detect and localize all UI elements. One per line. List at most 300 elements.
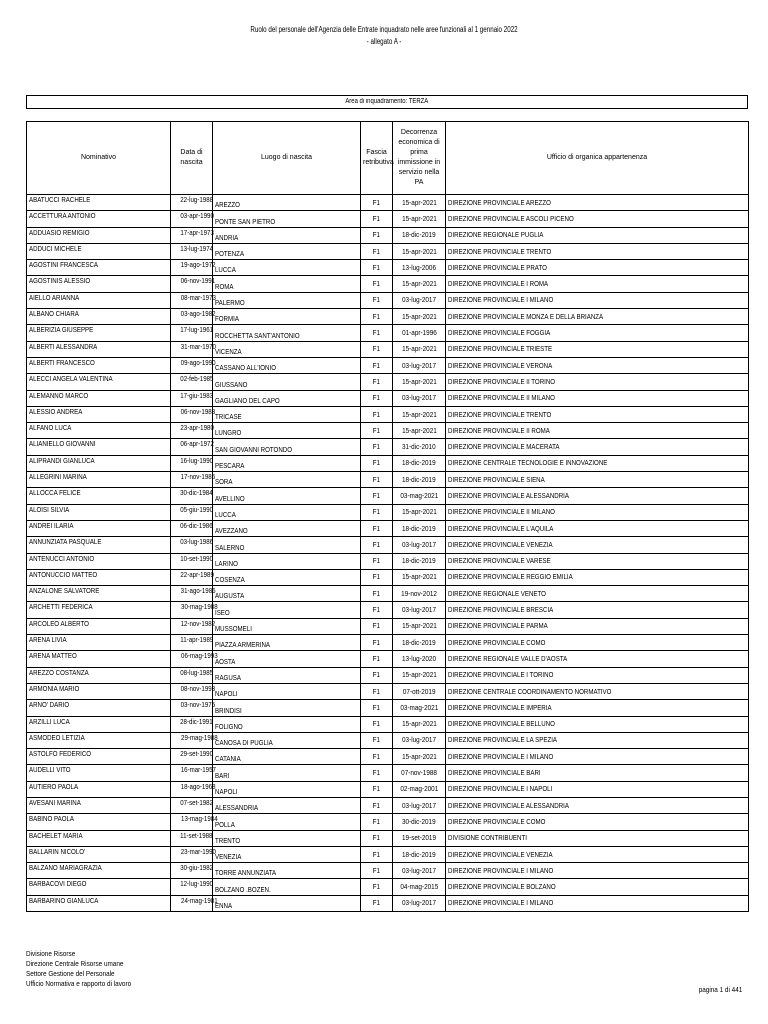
cell-band [361,227,393,243]
cell-start-date [393,406,446,422]
cell-name-text: ASMODEO LETIZIA [29,732,85,742]
cell-birth-place-text: RAGUSA [215,672,241,682]
cell-start-date [393,586,446,602]
cell-band [361,325,393,341]
cell-start-date [393,390,446,406]
cell-band-text: F1 [372,230,381,240]
cell-birth-date-text: 08-mar-1973 [180,292,216,302]
cell-office [446,537,749,553]
table-row [27,292,749,308]
cell-birth-place-text: ENNA [215,901,233,911]
cell-birth-place [213,863,361,879]
cell-birth-place-text: AVELLINO [215,493,245,503]
cell-name [27,472,171,488]
cell-start-date [393,863,446,879]
cell-band-text: F1 [372,849,381,859]
cell-start-date [393,635,446,651]
cell-name [27,537,171,553]
cell-start-date-text: 15-apr-2021 [401,507,437,517]
cell-birth-date [171,667,213,683]
cell-start-date-text: 01-apr-1996 [401,328,437,338]
cell-start-date-text: 18-dic-2019 [402,474,436,484]
cell-name-text: ALBANO CHIARA [29,309,79,319]
cell-office [446,683,749,699]
cell-name [27,504,171,520]
cell-start-date [393,341,446,357]
table-row [27,423,749,439]
cell-office-text: DIREZIONE PROVINCIALE I MILANO [448,751,554,761]
cell-name-text: ANZALONE SALVATORE [29,586,100,596]
cell-office-text: DIREZIONE PROVINCIALE VENEZIA [448,539,553,549]
cell-band-text: F1 [372,621,381,631]
cell-birth-date-text: 06-mag-1993 [181,651,218,661]
cell-office [446,390,749,406]
cell-band-text: F1 [372,539,381,549]
cell-start-date [393,700,446,716]
cell-start-date-text: 07-nov-1988 [401,768,437,778]
cell-birth-place-text: ROMA [215,281,234,291]
cell-office [446,374,749,390]
cell-birth-place-text: PIAZZA ARMERINA [215,640,271,650]
cell-office [446,846,749,862]
cell-band-text: F1 [372,425,381,435]
cell-band [361,846,393,862]
cell-birth-date [171,439,213,455]
table-body [27,195,749,912]
cell-name [27,406,171,422]
cell-name [27,243,171,259]
cell-band-text: F1 [372,653,381,663]
cell-office [446,863,749,879]
cell-birth-place [213,488,361,504]
cell-name-text: ALECCI ANGELA VALENTINA [29,374,113,384]
cell-birth-place [213,797,361,813]
cell-band [361,423,393,439]
cell-band-text: F1 [372,784,381,794]
cell-office-text: DIREZIONE PROVINCIALE IMPERIA [448,702,552,712]
cell-start-date-text: 03-lug-2017 [401,539,437,549]
cell-birth-place-text: FORMIA [215,314,239,324]
cell-birth-date [171,553,213,569]
cell-name [27,211,171,227]
cell-birth-date-text: 24-mag-1981 [181,895,218,905]
cell-start-date [393,830,446,846]
cell-office-text: DIREZIONE PROVINCIALE I ROMA [448,279,549,289]
cell-office-text: DIREZIONE PROVINCIALE COMO [448,637,546,647]
cell-start-date [393,357,446,373]
cell-birth-place [213,879,361,895]
cell-name [27,635,171,651]
cell-band-text: F1 [372,295,381,305]
cell-band [361,374,393,390]
document-header [84,24,683,48]
cell-birth-date [171,569,213,585]
table-row [27,504,749,520]
cell-birth-place [213,749,361,765]
cell-office-text: DIREZIONE PROVINCIALE TRENTO [448,246,552,256]
cell-birth-place-text: MUSSOMELI [215,624,252,634]
cell-start-date-text: 18-dic-2019 [402,230,436,240]
footer-line: Direzione Centrale Risorse umane [26,959,124,968]
cell-birth-date [171,765,216,781]
cell-office [446,276,749,292]
cell-birth-date [171,211,213,227]
cell-birth-date-text: 08-lug-1985 [180,667,214,677]
cell-birth-place-text: ROCCHETTA SANT'ANTONIO [215,330,300,340]
cell-band [361,732,393,748]
document-title: Ruolo del personale dell'Agenzia delle Entrate inquadrato nelle aree funzionali al 1 gennaio 2022 [250,25,518,34]
cell-band [361,243,393,259]
document-subtitle: - allegato A - [366,37,402,46]
cell-birth-date-text: 06-nov-1983 [180,406,216,416]
header-start-date: Decorrenza economica di prima immissione in servizio nella PA [393,122,446,195]
table-row [27,781,749,797]
cell-birth-place [213,292,361,308]
cell-office-text: DIREZIONE PROVINCIALE I TORINO [448,670,554,680]
cell-birth-place-text: LUNGRO [215,428,242,438]
cell-birth-place-text: TRENTO [215,835,241,845]
cell-birth-place [213,602,361,618]
cell-name [27,260,171,276]
cell-band [361,211,393,227]
cell-birth-place-text: AUGUSTA [215,591,245,601]
cell-birth-place-text: VENEZIA [215,852,242,862]
cell-birth-date [171,700,216,716]
cell-band-text: F1 [372,442,381,452]
cell-name-text: ALBERTI ALESSANDRA [29,341,98,351]
cell-birth-date [171,781,216,797]
cell-birth-place-text: LUCCA [215,509,236,519]
cell-birth-date [171,195,213,211]
cell-birth-place [213,846,361,862]
cell-band [361,309,393,325]
cell-start-date [393,749,446,765]
cell-name-text: ARNO' DARIO [29,700,70,710]
cell-name-text: ANNUNZIATA PASQUALE [29,537,102,547]
cell-birth-place-text: BOLZANO .BOZEN. [215,884,271,894]
cell-birth-date [171,586,216,602]
cell-band-text: F1 [372,213,381,223]
table-header-row [27,122,749,195]
cell-start-date [393,292,446,308]
cell-birth-date [171,651,218,667]
cell-start-date [393,520,446,536]
cell-name [27,716,171,732]
cell-birth-date [171,309,216,325]
cell-birth-place [213,227,361,243]
cell-birth-date [171,635,213,651]
cell-start-date [393,716,446,732]
cell-birth-place [213,683,361,699]
table-row [27,227,749,243]
cell-office-text: DIREZIONE PROVINCIALE VERONA [448,360,553,370]
table-row [27,569,749,585]
cell-office-text: DIREZIONE PROVINCIALE SIENA [448,474,545,484]
cell-birth-date-text: 11-set-1988 [180,830,213,840]
cell-name-text: ALIPRANDI GIANLUCA [29,455,95,465]
cell-birth-date-text: 12-lug-1990 [180,879,214,889]
cell-band [361,830,393,846]
cell-name [27,846,171,862]
cell-birth-date-text: 30-giu-1982 [180,863,214,873]
table-row [27,325,749,341]
cell-band [361,520,393,536]
cell-band-text: F1 [372,474,381,484]
cell-birth-place [213,651,361,667]
cell-birth-date [171,520,213,536]
cell-start-date [393,814,446,830]
cell-birth-date [171,846,216,862]
cell-band [361,504,393,520]
table-row [27,243,749,259]
cell-birth-date-text: 03-apr-1990 [180,211,214,221]
cell-band-text: F1 [372,800,381,810]
cell-office [446,830,749,846]
cell-band [361,569,393,585]
cell-band [361,618,393,634]
cell-birth-date-text: 06-apr-1972 [180,439,214,449]
cell-start-date [393,260,446,276]
cell-band-text: F1 [372,279,381,289]
cell-birth-date-text: 17-lug-1961 [180,325,214,335]
cell-office-text: DIVISIONE CONTRIBUENTI [448,833,527,843]
cell-start-date-text: 15-apr-2021 [401,409,437,419]
cell-birth-place [213,211,361,227]
cell-birth-place-text: AOSTA [215,656,236,666]
cell-office [446,211,749,227]
cell-birth-date [171,895,218,911]
cell-start-date [393,211,446,227]
cell-office-text: DIREZIONE CENTRALE COORDINAMENTO NORMATIVO [448,686,612,696]
cell-birth-date-text: 22-lug-1988 [180,195,214,204]
cell-office [446,227,749,243]
cell-birth-place [213,243,361,259]
cell-office [446,520,749,536]
cell-start-date [393,781,446,797]
cell-band [361,765,393,781]
cell-office-text: DIREZIONE PROVINCIALE PARMA [448,621,548,631]
cell-birth-place-text: GAGLIANO DEL CAPO [215,395,280,405]
cell-birth-date [171,537,213,553]
cell-name-text: ALBERTI FRANCESCO [29,357,95,367]
table-row [27,276,749,292]
cell-birth-date [171,260,216,276]
cell-name-text: ARZILLI LUCA [29,716,70,726]
cell-name [27,863,171,879]
cell-office-text: DIREZIONE PROVINCIALE MACERATA [448,442,560,452]
footer-office-block [26,949,150,989]
cell-birth-place [213,716,361,732]
cell-office [446,309,749,325]
cell-birth-date-text: 10-set-1990 [180,553,214,563]
cell-office-text: DIREZIONE PROVINCIALE AREZZO [448,197,551,207]
cell-name-text: ANDREI ILARIA [29,520,74,530]
cell-birth-date [171,879,213,895]
cell-birth-date [171,618,216,634]
cell-name [27,227,171,243]
table-row [27,846,749,862]
cell-name [27,879,171,895]
cell-birth-place-text: NAPOLI [215,689,238,699]
cell-office-text: DIREZIONE PROVINCIALE L'AQUILA [448,523,554,533]
cell-name-text: ALFANO LUCA [29,423,72,433]
cell-birth-date-text: 31-ago-1986 [180,586,216,596]
cell-birth-date-text: 03-nov-1975 [180,700,216,710]
cell-band-text: F1 [372,816,381,826]
cell-band-text: F1 [372,246,381,256]
cell-office [446,569,749,585]
cell-band-text: F1 [372,409,381,419]
cell-start-date-text: 15-apr-2021 [401,246,437,256]
cell-birth-place-text: POLLA [215,819,235,829]
cell-start-date-text: 03-lug-2017 [401,735,437,745]
cell-start-date [393,537,446,553]
cell-birth-place [213,357,361,373]
table-row [27,895,749,911]
cell-birth-date [171,357,216,373]
footer-line: Ufficio Normativa e rapporto di lavoro [26,979,132,988]
cell-birth-place-text: CASSANO ALL'IONIO [215,363,276,373]
cell-birth-place [213,667,361,683]
cell-office-text: DIREZIONE PROVINCIALE BARI [448,768,541,778]
cell-office [446,423,749,439]
cell-start-date-text: 13-lug-2006 [401,262,437,272]
table-row [27,374,749,390]
cell-birth-date-text: 23-mar-1990 [180,846,216,856]
cell-band [361,276,393,292]
cell-start-date-text: 03-lug-2017 [401,605,437,615]
cell-office-text: DIREZIONE PROVINCIALE VARESE [448,556,551,566]
cell-birth-date-text: 29-mag-1988 [181,732,218,742]
cell-office-text: DIREZIONE PROVINCIALE I MILANO [448,295,554,305]
table-row [27,716,749,732]
cell-birth-place-text: AREZZO [215,200,240,210]
cell-office-text: DIREZIONE PROVINCIALE I NAPOLI [448,784,553,794]
cell-birth-date-text: 28-dic-1991 [180,716,213,726]
table-row [27,553,749,569]
cell-name [27,667,171,683]
cell-office [446,504,749,520]
cell-start-date [393,683,446,699]
cell-office-text: DIREZIONE PROVINCIALE PRATO [448,262,547,272]
cell-office [446,732,749,748]
cell-birth-date-text: 06-dic-1986 [180,520,213,530]
cell-band-text: F1 [372,458,381,468]
cell-office-text: DIREZIONE PROVINCIALE VENEZIA [448,849,553,859]
cell-start-date-text: 15-apr-2021 [401,376,437,386]
cell-office [446,357,749,373]
cell-name-text: ACCETTURA ANTONIO [29,211,96,221]
cell-birth-date [171,406,216,422]
cell-name [27,814,171,830]
cell-birth-place [213,618,361,634]
cell-birth-date [171,863,213,879]
cell-office [446,797,749,813]
cell-birth-place-text: GIUSSANO [215,379,248,389]
cell-office-text: DIREZIONE PROVINCIALE II ROMA [448,425,550,435]
cell-band-text: F1 [372,490,381,500]
cell-name-text: AVESANI MARINA [29,797,81,807]
cell-band-text: F1 [372,523,381,533]
cell-office [446,716,749,732]
cell-office-text: DIREZIONE PROVINCIALE TRENTO [448,409,552,419]
cell-start-date-text: 31-dic-2010 [402,442,436,452]
cell-birth-place [213,635,361,651]
table-row [27,635,749,651]
cell-band [361,455,393,471]
cell-name [27,602,171,618]
cell-birth-date-text: 16-mar-1957 [180,765,216,775]
table-row [27,586,749,602]
cell-office [446,455,749,471]
cell-band-text: F1 [372,686,381,696]
cell-band [361,797,393,813]
table-row [27,749,749,765]
cell-name-text: ABATUCCI RACHELE [29,195,91,204]
cell-name [27,439,171,455]
cell-start-date-text: 15-apr-2021 [401,719,437,729]
cell-birth-place [213,423,361,439]
cell-birth-place [213,569,361,585]
cell-name [27,390,171,406]
cell-band-text: F1 [372,670,381,680]
cell-band-text: F1 [372,735,381,745]
cell-name-text: ARCOLEO ALBERTO [29,618,89,628]
cell-name-text: ALEMANNO MARCO [29,390,89,400]
table-row [27,863,749,879]
cell-birth-place [213,439,361,455]
table-row [27,765,749,781]
cell-birth-place-text: SORA [215,477,233,487]
cell-office-text: DIREZIONE PROVINCIALE II MILANO [448,507,555,517]
cell-birth-date-text: 03-ago-1982 [180,309,216,319]
cell-band-text: F1 [372,588,381,598]
cell-start-date-text: 15-apr-2021 [401,425,437,435]
cell-office [446,602,749,618]
cell-office-text: DIREZIONE PROVINCIALE LA SPEZIA [448,735,558,745]
cell-name [27,374,171,390]
cell-start-date [393,374,446,390]
cell-birth-place [213,195,361,211]
cell-band-text: F1 [372,768,381,778]
cell-birth-date [171,716,213,732]
cell-birth-place [213,586,361,602]
cell-start-date [393,602,446,618]
table-row [27,195,749,211]
cell-birth-date-text: 17-apr-1973 [180,227,214,237]
cell-office [446,195,749,211]
cell-band [361,683,393,699]
cell-birth-place-text: BRINDISI [215,705,242,715]
cell-birth-date-text: 06-nov-1991 [180,276,216,286]
cell-birth-date [171,732,218,748]
cell-start-date [393,618,446,634]
cell-birth-place-text: FOLIGNO [215,721,243,731]
cell-name-text: BACHELET MARIA [29,830,83,840]
cell-birth-date-text: 29-set-1990 [180,749,214,759]
cell-birth-date-text: 05-giu-1990 [180,504,214,514]
cell-name-text: ANTONUCCIO MATTEO [29,569,98,579]
cell-start-date-text: 19-nov-2012 [401,588,437,598]
cell-birth-place-text: PALERMO [215,298,245,308]
cell-birth-date [171,455,213,471]
cell-start-date-text: 03-lug-2017 [401,865,437,875]
cell-birth-place [213,325,361,341]
cell-office-text: DIREZIONE PROVINCIALE BOLZANO [448,882,556,892]
cell-birth-date-text: 13-lug-1974 [180,243,214,253]
cell-name [27,292,171,308]
cell-start-date-text: 15-apr-2021 [401,572,437,582]
